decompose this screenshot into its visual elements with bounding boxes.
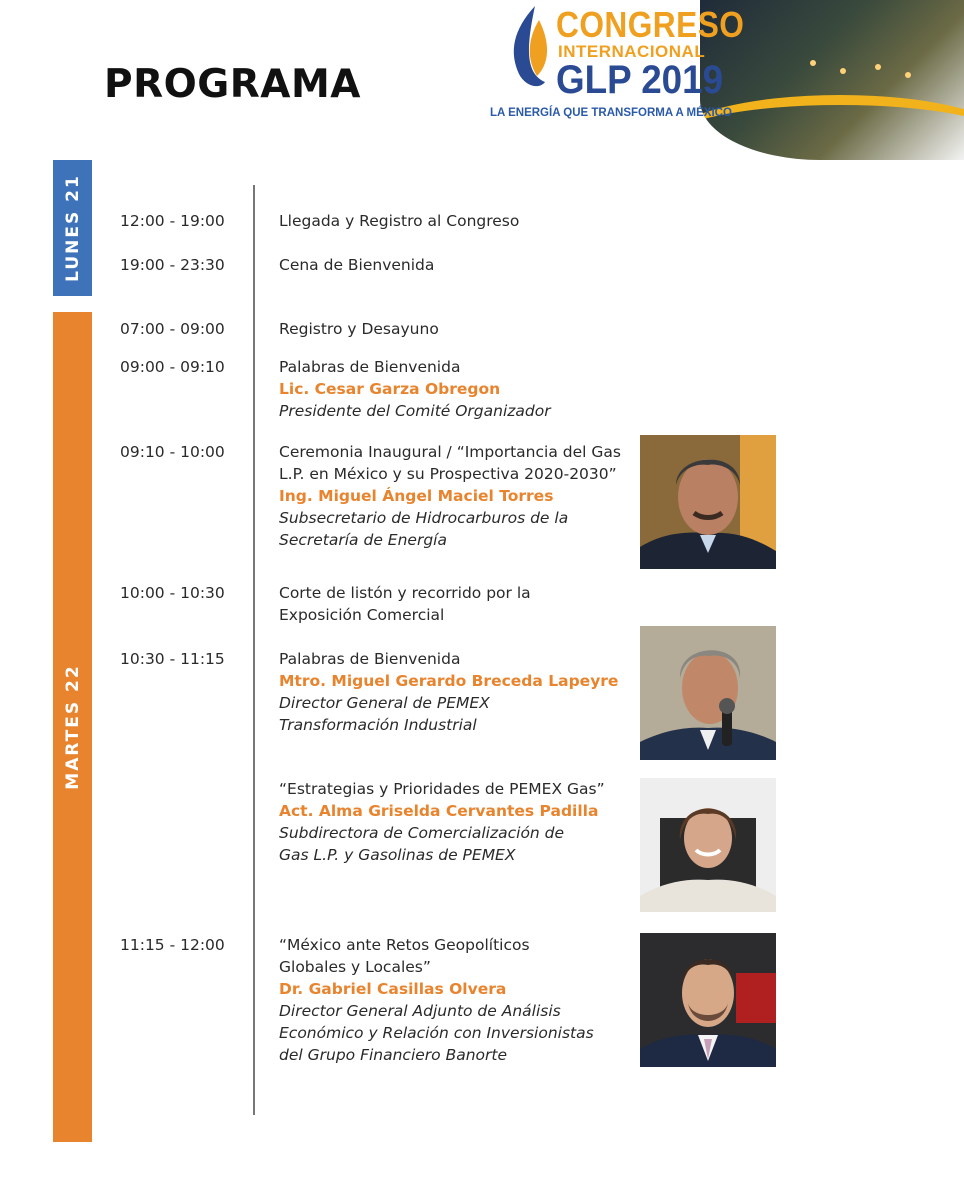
flame-icon [505, 2, 555, 92]
session-title: Palabras de Bienvenida [279, 650, 461, 668]
session-title: “Estrategias y Prioridades de PEMEX Gas” [279, 780, 605, 798]
day-label: LUNES 21 [62, 174, 83, 282]
session-entry [279, 582, 579, 626]
session-title: Llegada y Registro al Congreso [279, 212, 520, 230]
speaker-name: Ing. Miguel Ángel Maciel Torres [279, 487, 554, 505]
speaker-role: Director General Adjunto de Análisis Económico y Relación con Inversionistas del Grupo Financiero Banorte [279, 1002, 594, 1064]
session-title: Palabras de Bienvenida [279, 358, 461, 376]
logo-text-congreso: CONGRESO [556, 4, 745, 45]
session-title: Registro y Desayuno [279, 320, 439, 338]
speaker-role: Director General de PEMEX Transformación Industrial [279, 694, 490, 734]
speaker-photo [640, 626, 776, 760]
logo-text-glp: GLP 2019 [556, 58, 724, 102]
speaker-role: Presidente del Comité Organizador [279, 402, 551, 420]
session-title: “México ante Retos Geopolíticos Globales y Locales” [279, 936, 530, 976]
speaker-role: Subdirectora de Comercialización de Gas L.P. y Gasolinas de PEMEX [279, 824, 565, 864]
session-entry [279, 441, 629, 551]
speaker-name: Dr. Gabriel Casillas Olvera [279, 980, 507, 998]
session-time: 09:00 - 09:10 [120, 358, 225, 376]
speaker-role: Subsecretario de Hidrocarburos de la Secretaría de Energía [279, 509, 569, 549]
session-entry [279, 318, 639, 340]
session-time: 12:00 - 19:00 [120, 212, 225, 230]
session-entry [279, 210, 639, 232]
session-title: Corte de listón y recorrido por la Exposición Comercial [279, 584, 531, 624]
session-title: Cena de Bienvenida [279, 256, 435, 274]
session-time: 07:00 - 09:00 [120, 320, 225, 338]
speaker-name: Mtro. Miguel Gerardo Breceda Lapeyre [279, 672, 619, 690]
day-label: MARTES 22 [62, 664, 83, 790]
session-time: 11:15 - 12:00 [120, 936, 225, 954]
speaker-name: Act. Alma Griselda Cervantes Padilla [279, 802, 599, 820]
session-entry [279, 934, 619, 1066]
session-entry [279, 648, 639, 736]
session-time: 10:30 - 11:15 [120, 650, 225, 668]
session-title: Ceremonia Inaugural / “Importancia del Gas L.P. en México y su Prospectiva 2020-2030” [279, 443, 621, 483]
day-bar-lunes [53, 160, 92, 296]
session-entry [279, 254, 639, 276]
session-time: 19:00 - 23:30 [120, 256, 225, 274]
page-title: PROGRAMA [104, 62, 361, 107]
speaker-photo [640, 778, 776, 912]
session-entry [279, 356, 639, 422]
speaker-photo [640, 435, 776, 569]
session-time: 10:00 - 10:30 [120, 584, 225, 602]
timeline-divider [253, 185, 255, 1115]
day-bar-martes [53, 312, 92, 1142]
speaker-name: Lic. Cesar Garza Obregon [279, 380, 501, 398]
session-time: 09:10 - 10:00 [120, 443, 225, 461]
session-entry [279, 778, 649, 866]
logo-tagline: LA ENERGÍA QUE TRANSFORMA A MÉXICO [490, 107, 732, 119]
logo-text-internacional: INTERNACIONAL [558, 42, 706, 61]
speaker-photo [640, 933, 776, 1067]
